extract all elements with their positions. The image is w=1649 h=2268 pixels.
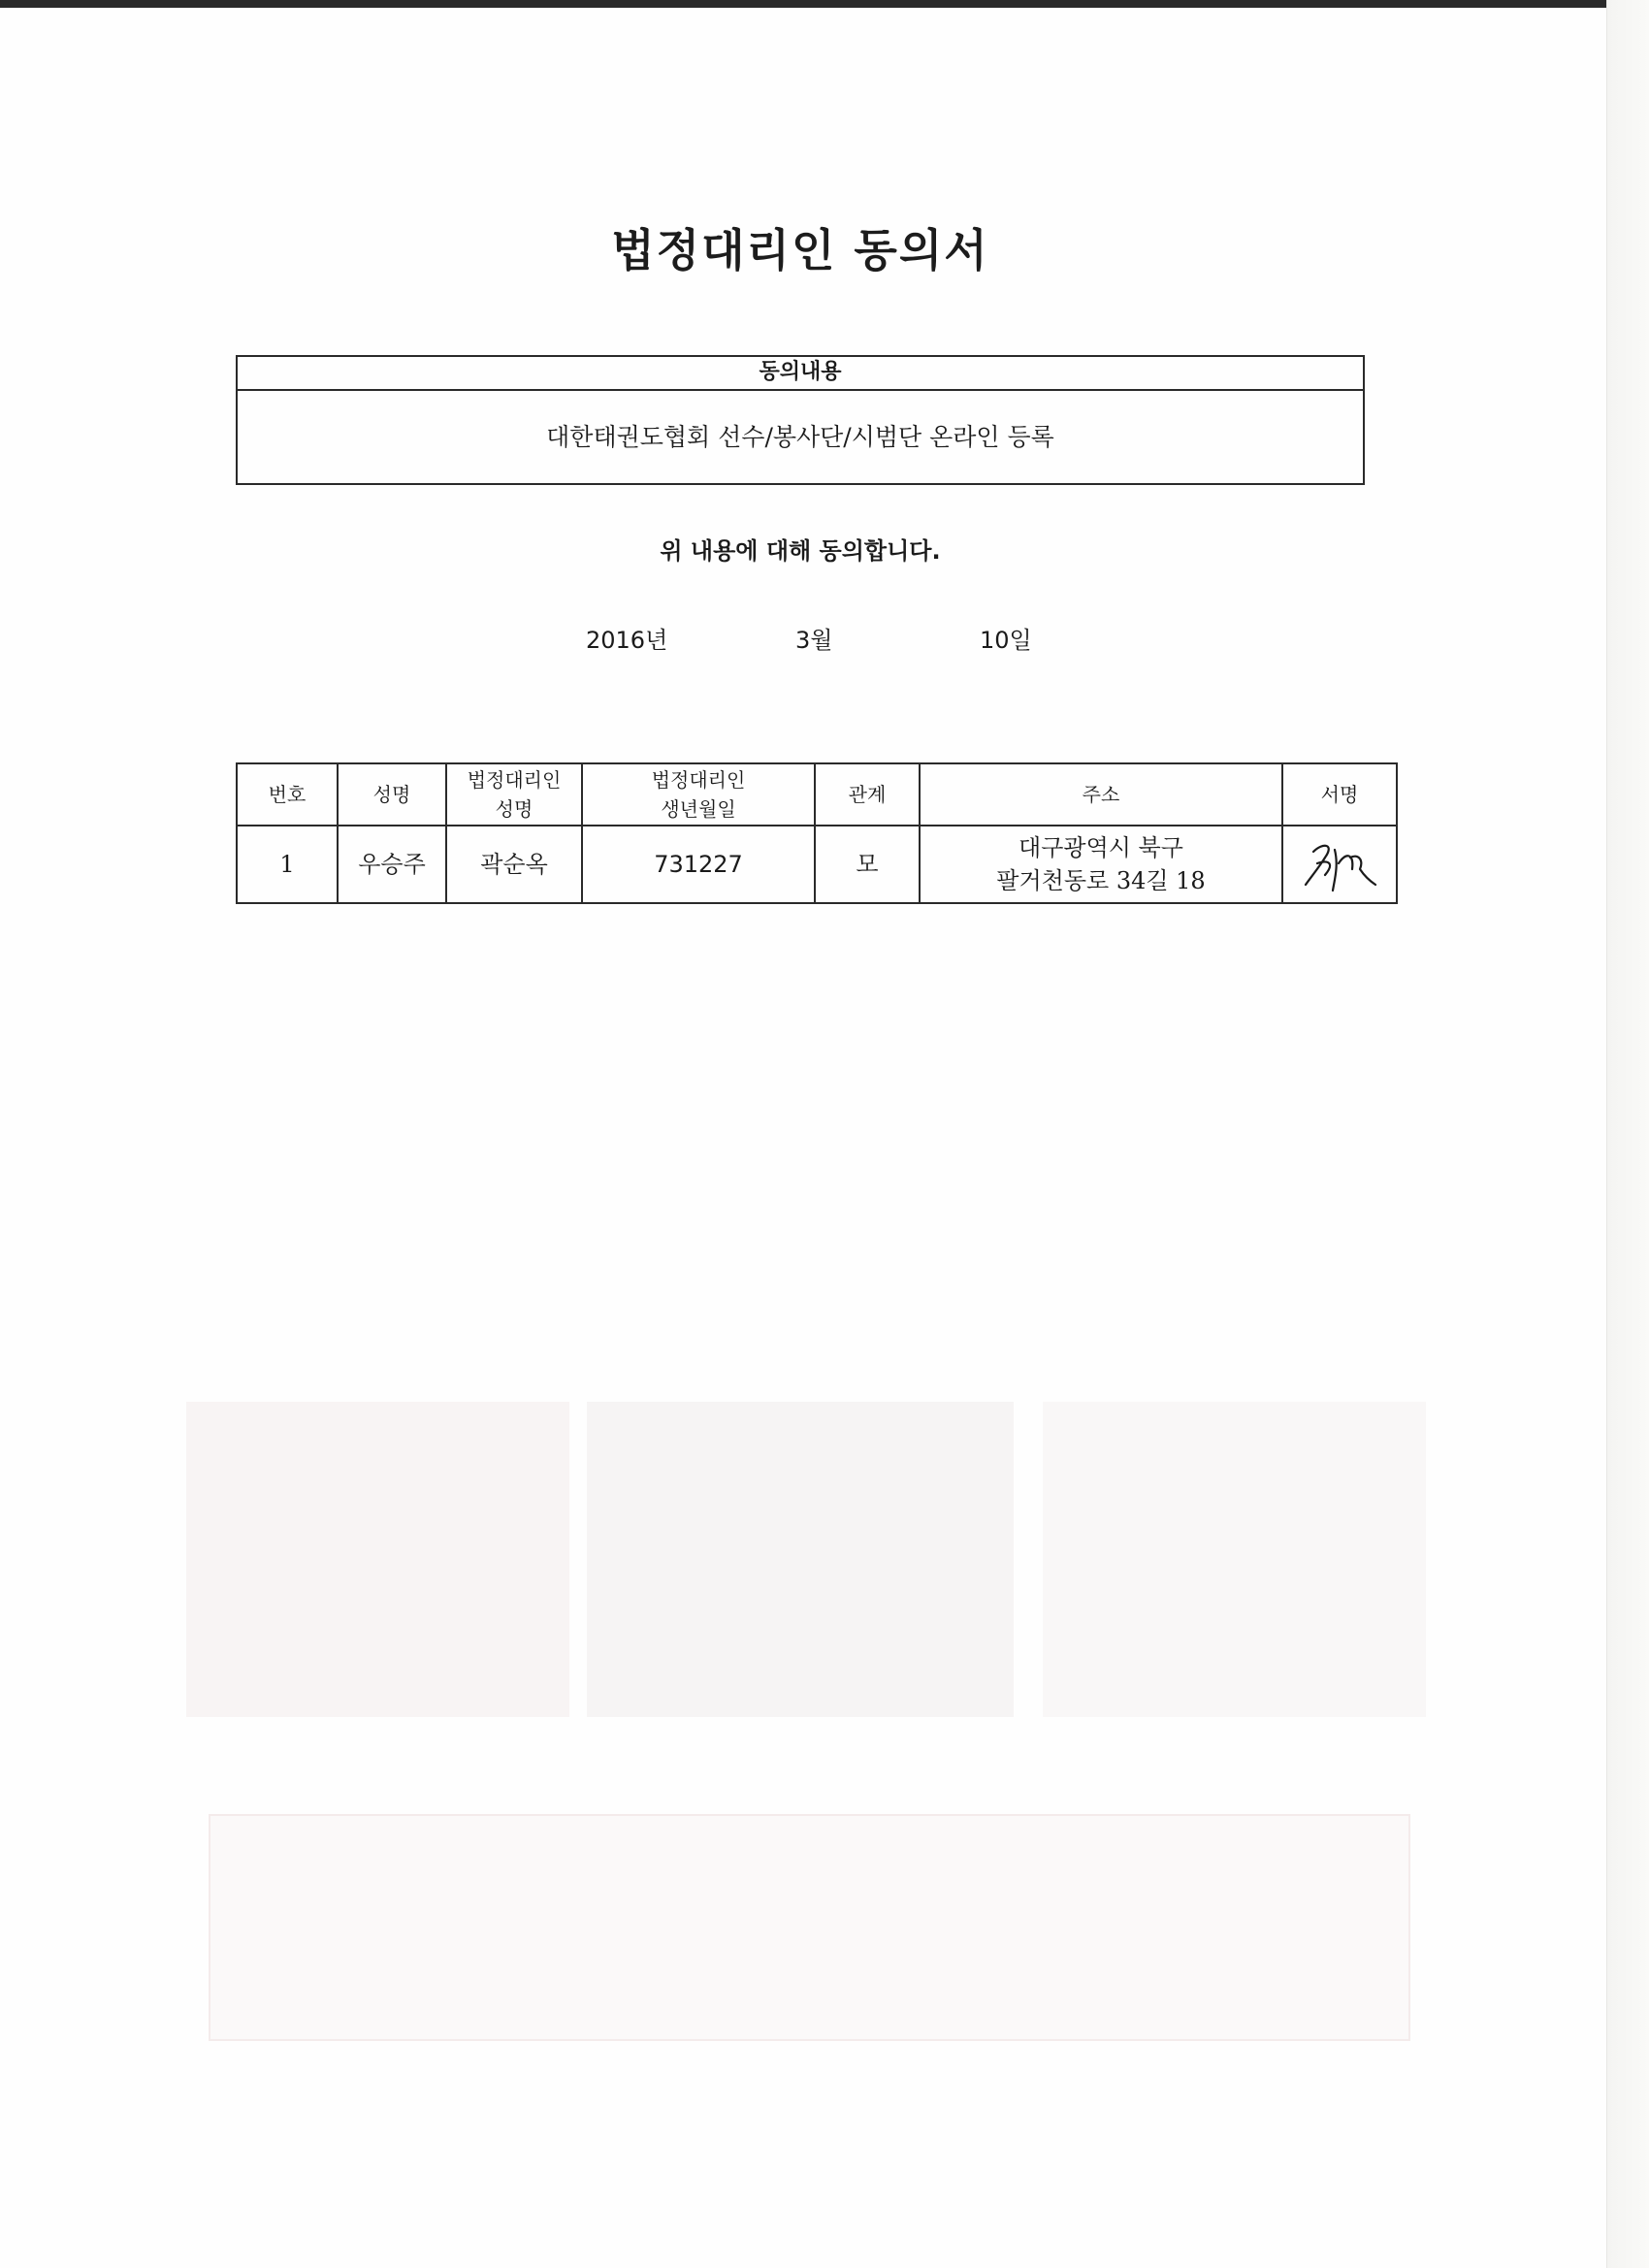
header-relation: 관계	[815, 763, 920, 826]
cell-address-line1: 대구광역시 북구	[1018, 834, 1183, 861]
cell-name: 우승주	[338, 826, 446, 903]
consent-box	[236, 355, 1365, 485]
table-row	[237, 826, 1397, 903]
table-header-row	[237, 763, 1397, 826]
handwritten-signature	[1296, 830, 1383, 898]
header-signature: 서명	[1282, 763, 1397, 826]
header-guardian-birth-line2: 생년월일	[661, 797, 736, 821]
header-no: 번호	[237, 763, 338, 826]
registration-table	[236, 762, 1398, 904]
date-year: 2016년	[586, 627, 668, 654]
bleed-through-photo-center	[587, 1402, 1014, 1717]
header-guardian-birth-line1: 법정대리인	[651, 768, 746, 792]
header-name: 성명	[338, 763, 446, 826]
header-guardian-name	[446, 763, 582, 826]
bleed-through-table	[209, 1814, 1410, 2041]
cell-address	[920, 826, 1282, 903]
header-address: 주소	[920, 763, 1282, 826]
cell-relation: 모	[815, 826, 920, 903]
consent-header: 동의내용	[238, 357, 1363, 391]
scan-top-edge	[0, 0, 1610, 8]
consent-content: 대한태권도협회 선수/봉사단/시범단 온라인 등록	[546, 423, 1054, 451]
document-title: 법정대리인 동의서	[611, 224, 989, 276]
header-guardian-name-line2: 성명	[495, 797, 534, 821]
cell-no: 1	[237, 826, 338, 903]
cell-signature	[1282, 826, 1397, 903]
cell-guardian-birth: 731227	[582, 826, 815, 903]
header-guardian-name-line1: 법정대리인	[467, 768, 562, 792]
scan-right-edge	[1606, 0, 1649, 2268]
date-day: 10일	[980, 627, 1032, 654]
cell-address-line2: 팔거천동로 34길 18	[996, 867, 1206, 894]
header-guardian-birth	[582, 763, 815, 826]
agreement-statement: 위 내용에 대해 동의합니다.	[660, 537, 941, 565]
cell-guardian-name: 곽순옥	[446, 826, 582, 903]
bleed-through-photo-right	[1043, 1402, 1426, 1717]
bleed-through-photo-left	[186, 1402, 569, 1717]
date-month: 3월	[795, 627, 833, 654]
